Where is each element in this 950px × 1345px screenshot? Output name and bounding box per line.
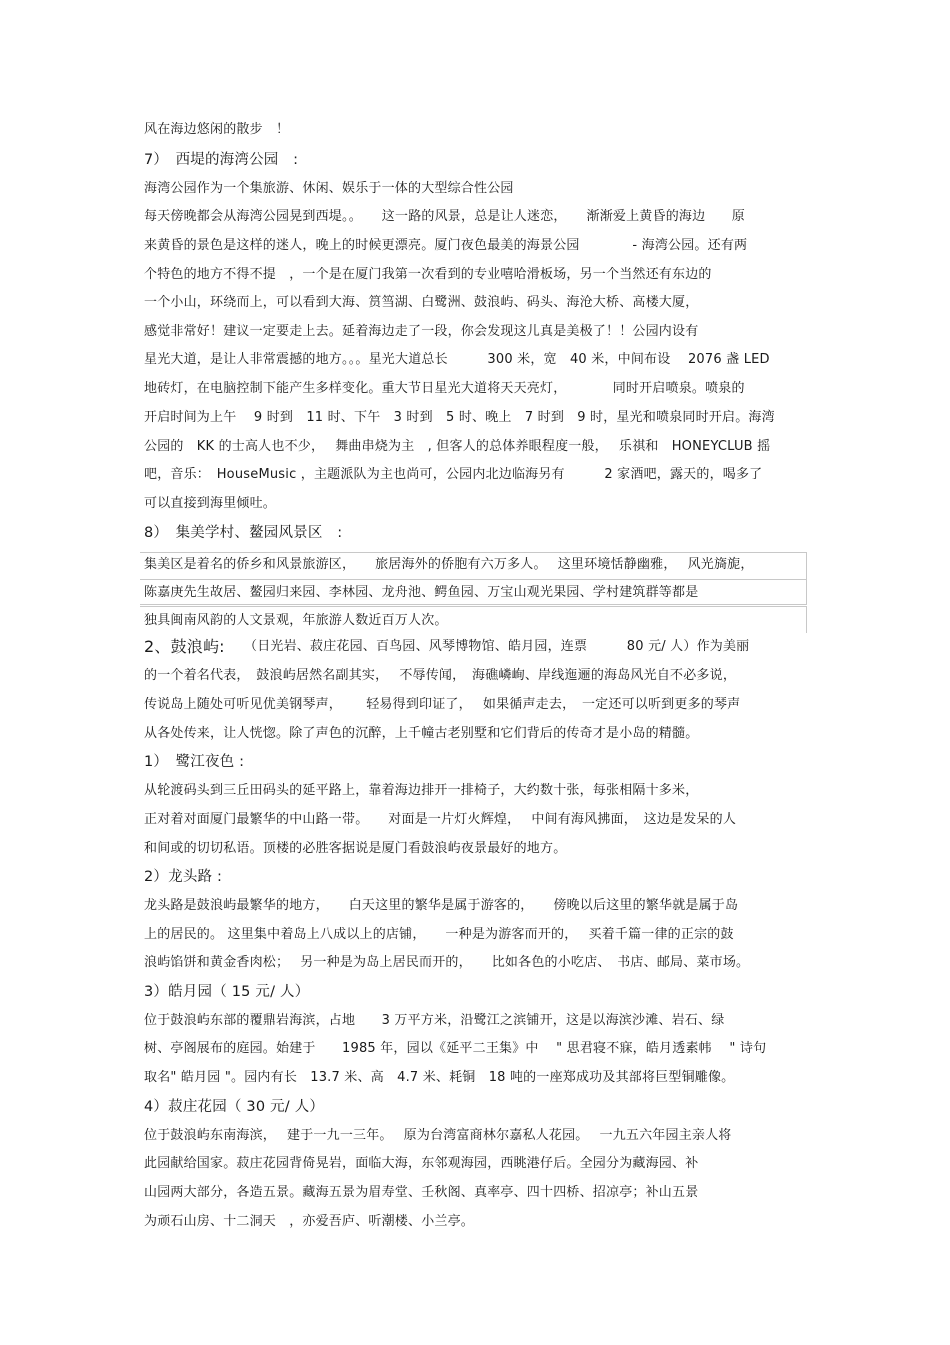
text-line: 取名" 皓月园 "。园内有长 13.7 米、高 4.7 米、耗铜 18 吨的一座郑成功及其部将巨型铜雕像。 [144, 1070, 735, 1085]
text-line: 星光大道，是让人非常震撼的地方。。。星光大道总长 300 米，宽 40 米，中间布设 2076 盏 LED [144, 352, 770, 367]
text-line: 和间或的切切私语。顶楼的必胜客据说是厦门看鼓浪屿夜景最好的地方。 [144, 841, 567, 856]
text-line: 地砖灯，在电脑控制下能产生多样变化。重大节日星光大道将天天亮灯， 同时开启喷泉。喷泉的 [144, 381, 745, 396]
text-line: 位于鼓浪屿东南海滨， 建于一九一三年。 原为台湾富商林尔嘉私人花园。 一九五六年园主亲人将 [144, 1128, 732, 1143]
text-line: 个特色的地方不得不提 ，一个是在厦门我第一次看到的专业嘻哈滑板场，另一个当然还有东边的 [144, 267, 712, 282]
text-line: 集美区是着名的侨乡和风景旅游区， 旅居海外的侨胞有六万多人。 这里环境恬静幽雅， 风光旖旎， [144, 557, 754, 572]
section-heading: 7） 西堤的海湾公园 : [144, 152, 299, 168]
text-line: 山园两大部分，各造五景。藏海五景为眉寿堂、壬秋阁、真率亭、四十四桥、招凉亭；补山五景 [144, 1185, 699, 1200]
text-line: 树、亭阁展布的庭园。始建于 1985 年，园以《延平二王集》中 " 思君寝不寐，皓月透素帏 " 诗句 [144, 1041, 767, 1056]
text-line: 上的居民的。 这里集中着岛上八成以上的店铺， 一种是为游客而开的， 买着千篇一律的正宗的鼓 [144, 927, 734, 942]
text-line: 吧，音乐： HouseMusic ，主题派队为主也尚可，公园内北边临海另有 2 家酒吧，露天的，喝多了 [144, 467, 763, 482]
section-heading: 2、鼓浪屿: [144, 637, 225, 656]
text-line: 位于鼓浪屿东部的覆鼎岩海滨，占地 3 万平方米，沿鹭江之滨铺开，这是以海滨沙滩、岩石、绿 [144, 1013, 725, 1028]
text-line: 独具闽南风韵的人文景观，年旅游人数近百万人次。 [144, 613, 448, 628]
text-line: 的一个着名代表， 鼓浪屿居然名副其实， 不辱传闻， 海礁嶙峋、岸线迤逦的海岛风光自不必多说， [144, 668, 737, 683]
text-line: 陈嘉庚先生故居、鳌园归来园、李林园、龙舟池、鳄鱼园、万宝山观光果园、学村建筑群等都是 [144, 585, 699, 600]
text-line: 从轮渡码头到三丘田码头的延平路上，靠着海边排开一排椅子，大约数十张，每张相隔十多米， [144, 783, 699, 798]
text-line: 公园的 KK 的士高人也不少， 舞曲串烧为主 , 但客人的总体养眼程度一般， 乐祺和 HONEYCLUB 摇 [144, 439, 771, 454]
text-line: 龙头路是鼓浪屿最繁华的地方， 白天这里的繁华是属于游客的， 傍晚以后这里的繁华就是属于岛 [144, 898, 739, 913]
section-heading: 2）龙头路 : [144, 869, 223, 885]
text-line: 开启时间为上午 9 时到 11 时、下午 3 时到 5 时、晚上 7 时到 9 时，星光和喷泉同时开启。海湾 [144, 410, 775, 425]
text-line: 每天傍晚都会从海湾公园晃到西堤。。 这一路的风景，总是让人迷恋， 渐渐爱上黄昏的海边 原 [144, 209, 745, 224]
text-line: 来黄昏的景色是这样的迷人，晚上的时候更漂亮。厦门夜色最美的海景公园 - 海湾公园。还有两 [144, 238, 748, 253]
text-line: （日光岩、菽庄花园、百鸟园、风琴博物馆、皓月园，连票 80 元/ 人）作为美丽 [244, 639, 750, 654]
text-line: 此园献给国家。菽庄花园背倚晃岩，面临大海，东邻观海园，西眺港仔后。全园分为藏海园、补 [144, 1156, 699, 1171]
text-line: 浪屿馅饼和黄金香肉松； 另一种是为岛上居民而开的， 比如各色的小吃店、 书店、邮局、菜市场。 [144, 955, 750, 970]
section-heading: 4）菽庄花园（ 30 元/ 人） [144, 1099, 325, 1115]
text-line: 从各处传来，让人恍惚。除了声色的沉醉，上千幢古老别墅和它们背后的传奇才是小岛的精髓。 [144, 726, 699, 741]
section-heading: 3）皓月园（ 15 元/ 人） [144, 984, 310, 1000]
text-line: 可以直接到海里倾吐。 [144, 496, 277, 511]
text-line: 风在海边悠闲的散步 ！ [144, 122, 290, 137]
section-heading: 8） 集美学村、鳌园风景区 : [144, 525, 343, 541]
section-heading: 1） 鹭江夜色 : [144, 754, 245, 770]
text-line: 正对着对面厦门最繁华的中山路一带。 对面是一片灯火辉煌， 中间有海风拂面， 这边是发呆的人 [144, 812, 737, 827]
text-line: 传说岛上随处可听见优美钢琴声， 轻易得到印证了， 如果循声走去， 一定还可以听到更多的琴声 [144, 697, 741, 712]
text-line: 一个小山，环绕而上，可以看到大海、筼筜湖、白鹭洲、鼓浪屿、码头、海沧大桥、高楼大厦， [144, 295, 699, 310]
text-line: 为顽石山房、十二洞天 ，亦爱吾庐、听潮楼、小兰亭。 [144, 1214, 475, 1229]
text-line: 海湾公园作为一个集旅游、休闲、娱乐于一体的大型综合性公园 [144, 181, 514, 196]
text-line: 感觉非常好！建议一定要走上去。延着海边走了一段，你会发现这儿真是美极了！！公园内设有 [144, 324, 699, 339]
